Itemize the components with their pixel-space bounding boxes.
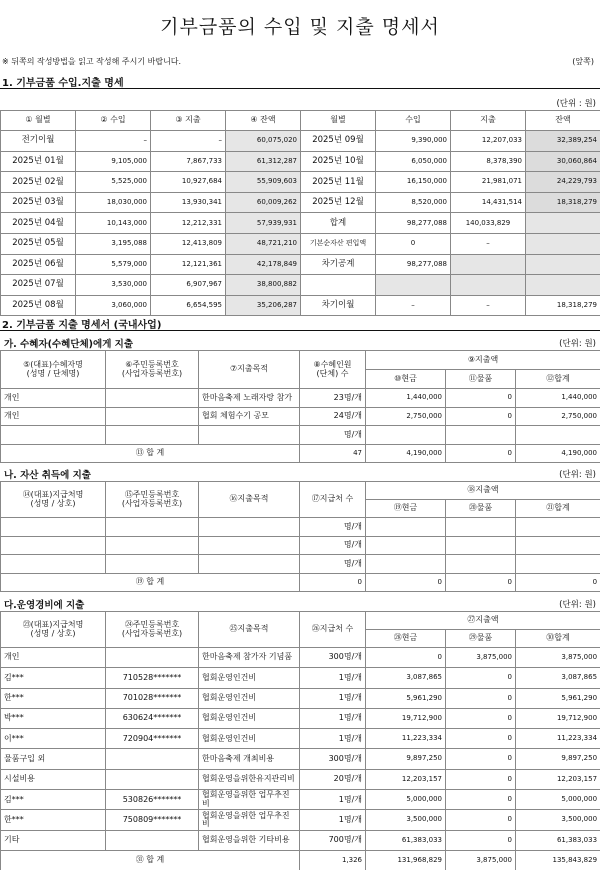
table-cell: 3,087,865 <box>366 668 446 688</box>
table-cell: 2025년 03월 <box>1 192 76 213</box>
table-cell: 협회운영인건비 <box>199 688 300 708</box>
col-header: ㉔주민등록번호 (사업자등록번호) <box>106 612 199 648</box>
table-cell: 19,712,900 <box>366 708 446 728</box>
table-cell <box>366 555 446 574</box>
table-cell: 9,105,000 <box>76 151 151 172</box>
col-header: ① 월별 <box>1 111 76 131</box>
table-cell: 협회운영을위한 업무추진비 <box>199 790 300 810</box>
table-cell: 0 <box>446 810 516 830</box>
table-cell: 차기공계 <box>301 254 376 275</box>
table-cell: 3,875,000 <box>446 648 516 668</box>
table-row <box>1 389 600 408</box>
col-header: ⑮주민등록번호 (사업자등록번호) <box>106 482 199 518</box>
table-row <box>1 769 600 789</box>
table-cell <box>199 518 300 537</box>
table-cell: 11,223,334 <box>516 729 600 749</box>
table-cell <box>301 275 376 296</box>
table-cell <box>1 555 106 574</box>
table-cell: 530826******* <box>106 790 199 810</box>
table-cell: 6,907,967 <box>151 275 226 296</box>
col-header: ⑯지출목적 <box>199 482 300 518</box>
table-cell: 2025년 01월 <box>1 151 76 172</box>
total-value: 3,875,000 <box>446 850 516 870</box>
table-cell: 61,312,287 <box>226 151 301 172</box>
table-cell: 2025년 10월 <box>301 151 376 172</box>
col-header: ⑳물품 <box>446 500 516 518</box>
table-cell <box>451 254 526 275</box>
table-row <box>1 648 600 668</box>
table-row <box>1 213 600 234</box>
col-header: ㉚합계 <box>516 630 600 648</box>
table-cell: 14,431,514 <box>451 192 526 213</box>
table-cell: 55,909,603 <box>226 172 301 193</box>
table-cell: 2025년 07월 <box>1 275 76 296</box>
col-header: 월별 <box>301 111 376 131</box>
table-cell <box>1 426 106 445</box>
table-cell <box>106 407 199 426</box>
table-cell <box>106 749 199 769</box>
table-cell: 협회운영을위한 업무추진비 <box>199 810 300 830</box>
section2-title: 2. 기부금품 지출 명세서 (국내사업) <box>2 320 162 331</box>
table-cell: 1명/개 <box>300 668 366 688</box>
table-cell: 협회운영인건비 <box>199 708 300 728</box>
table-cell <box>106 426 199 445</box>
table-cell: 개인 <box>1 407 106 426</box>
table-cell: 물품구입 외 <box>1 749 106 769</box>
table-cell: 1,440,000 <box>366 389 446 408</box>
table-cell: 12,121,361 <box>151 254 226 275</box>
table-cell: 2025년 08월 <box>1 295 76 316</box>
table-cell: 16,150,000 <box>376 172 451 193</box>
col-header: ⑧수혜인원 (단체) 수 <box>300 351 366 389</box>
table-cell: 한마음축제 개최비용 <box>199 749 300 769</box>
table-cell <box>366 426 446 445</box>
table-cell <box>526 213 600 234</box>
col-header: ④ 잔액 <box>226 111 301 131</box>
table-cell: 3,060,000 <box>76 295 151 316</box>
table-cell <box>1 536 106 555</box>
table-cell: – <box>376 295 451 316</box>
table-cell: 3,087,865 <box>516 668 600 688</box>
total-value: 131,968,829 <box>366 850 446 870</box>
table-cell: 5,579,000 <box>76 254 151 275</box>
table-cell: 21,981,071 <box>451 172 526 193</box>
table-cell: 61,383,033 <box>516 830 600 850</box>
table-cell: 0 <box>446 389 516 408</box>
table-cell: 3,500,000 <box>516 810 600 830</box>
table-header-row <box>1 612 600 630</box>
table-header-row <box>1 111 600 131</box>
total-value: 4,190,000 <box>366 444 446 463</box>
table-cell <box>106 769 199 789</box>
table-cell: 1명/개 <box>300 729 366 749</box>
table-cell: 김*** <box>1 790 106 810</box>
table-cell: – <box>451 295 526 316</box>
table-row <box>1 131 600 152</box>
table-cell: 0 <box>366 648 446 668</box>
table-cell <box>446 426 516 445</box>
table-row <box>1 275 600 296</box>
table-cell <box>446 536 516 555</box>
total-value: 0 <box>446 573 516 592</box>
table-cell: 0 <box>446 769 516 789</box>
table-cell: 1명/개 <box>300 688 366 708</box>
table-cell: 기본순자산 편입액 <box>301 233 376 254</box>
table-cell: 18,318,279 <box>526 192 600 213</box>
table-cell: 개인 <box>1 389 106 408</box>
table-cell: 0 <box>446 729 516 749</box>
table-cell: 12,203,157 <box>366 769 446 789</box>
table-cell: 10,927,684 <box>151 172 226 193</box>
table-cell <box>516 518 600 537</box>
subsection-a-title: 가. 수혜자(수혜단체)에게 지출 <box>4 339 134 350</box>
table-row <box>1 708 600 728</box>
table-cell: 12,212,331 <box>151 213 226 234</box>
divider <box>0 88 600 89</box>
table-cell <box>526 233 600 254</box>
table-cell: 2025년 06월 <box>1 254 76 275</box>
table-cell <box>106 648 199 668</box>
beneficiary-expense-table <box>0 350 600 463</box>
col-header: ⑱지출액 <box>366 482 600 500</box>
table-cell: 0 <box>446 790 516 810</box>
table-row <box>1 810 600 830</box>
total-row <box>1 850 600 870</box>
divider <box>0 330 600 331</box>
table-cell: 2,750,000 <box>366 407 446 426</box>
table-cell: 23명/개 <box>300 389 366 408</box>
table-cell: 9,897,250 <box>516 749 600 769</box>
total-label: ⑲ 합 계 <box>1 573 300 592</box>
table-row <box>1 749 600 769</box>
table-cell: 61,383,033 <box>366 830 446 850</box>
table-cell: – <box>76 131 151 152</box>
table-row <box>1 192 600 213</box>
table-row <box>1 790 600 810</box>
table-cell: 3,875,000 <box>516 648 600 668</box>
table-cell: 5,525,000 <box>76 172 151 193</box>
table-cell: 0 <box>376 233 451 254</box>
table-cell: 협회운영인건비 <box>199 729 300 749</box>
table-cell: 98,277,088 <box>376 213 451 234</box>
table-cell <box>526 254 600 275</box>
subsection-b-unit: (단위: 원) <box>559 470 596 480</box>
income-expense-table <box>0 110 600 316</box>
table-cell: 협회 체험수기 공모 <box>199 407 300 426</box>
table-cell <box>106 536 199 555</box>
col-header: ⑥주민등록번호 (사업자등록번호) <box>106 351 199 389</box>
table-row <box>1 407 600 426</box>
subsection-b-title: 나. 자산 취득에 지출 <box>4 470 91 481</box>
table-cell: 3,195,088 <box>76 233 151 254</box>
table-cell: 42,178,849 <box>226 254 301 275</box>
table-cell: 18,318,279 <box>526 295 600 316</box>
total-value: 0 <box>300 573 366 592</box>
col-header: ⑤(대표)수혜자명 (성명 / 단체명) <box>1 351 106 389</box>
total-row <box>1 573 600 592</box>
table-cell: 5,000,000 <box>516 790 600 810</box>
table-cell: 57,939,931 <box>226 213 301 234</box>
table-cell: 협회운영을위한유지관리비 <box>199 769 300 789</box>
table-row <box>1 830 600 850</box>
total-value: 4,190,000 <box>516 444 600 463</box>
table-cell: 명/개 <box>300 426 366 445</box>
operating-expense-table <box>0 611 600 870</box>
table-cell: 10,143,000 <box>76 213 151 234</box>
subsection-a-unit: (단위: 원) <box>559 339 596 349</box>
table-row <box>1 295 600 316</box>
table-cell: 0 <box>446 830 516 850</box>
section1-unit: (단위 : 원) <box>556 99 596 109</box>
table-cell: 3,500,000 <box>366 810 446 830</box>
table-cell: 720904******* <box>106 729 199 749</box>
table-cell <box>451 275 526 296</box>
table-cell: 32,389,254 <box>526 131 600 152</box>
table-cell: 7,867,733 <box>151 151 226 172</box>
table-cell: 2025년 09월 <box>301 131 376 152</box>
table-cell: 710528******* <box>106 668 199 688</box>
table-cell <box>516 555 600 574</box>
table-cell: 협회운영을위한 기타비용 <box>199 830 300 850</box>
table-cell: 24,229,793 <box>526 172 600 193</box>
table-cell <box>366 518 446 537</box>
table-row <box>1 688 600 708</box>
table-cell: 한마음축제 참가자 기념품 <box>199 648 300 668</box>
table-cell <box>446 518 516 537</box>
table-cell: – <box>451 233 526 254</box>
table-header-row <box>1 351 600 370</box>
table-cell: 630624******* <box>106 708 199 728</box>
table-cell: 시설비용 <box>1 769 106 789</box>
table-row <box>1 729 600 749</box>
col-header: ⑰지급처 수 <box>300 482 366 518</box>
table-cell <box>106 830 199 850</box>
table-cell: 협회운영인건비 <box>199 668 300 688</box>
table-row <box>1 233 600 254</box>
table-cell <box>106 518 199 537</box>
table-cell: 19,712,900 <box>516 708 600 728</box>
total-value: 0 <box>516 573 600 592</box>
asset-expense-table <box>0 481 600 592</box>
table-cell: 명/개 <box>300 536 366 555</box>
table-cell: 30,060,864 <box>526 151 600 172</box>
table-cell: 1,440,000 <box>516 389 600 408</box>
col-header: ② 수입 <box>76 111 151 131</box>
table-cell: 60,075,020 <box>226 131 301 152</box>
table-cell: 0 <box>446 407 516 426</box>
table-cell <box>366 536 446 555</box>
table-cell: 2025년 12월 <box>301 192 376 213</box>
table-cell: 한*** <box>1 810 106 830</box>
col-header: ㉖지급처 수 <box>300 612 366 648</box>
table-cell: 한마음축제 노래자랑 참가 <box>199 389 300 408</box>
total-value: 47 <box>300 444 366 463</box>
table-cell <box>526 275 600 296</box>
table-cell: 개인 <box>1 648 106 668</box>
table-cell: 8,520,000 <box>376 192 451 213</box>
table-cell: 6,654,595 <box>151 295 226 316</box>
table-cell <box>106 389 199 408</box>
col-header: ⑲현금 <box>366 500 446 518</box>
col-header: ㉓(대표)지급처명 (성명 / 상호) <box>1 612 106 648</box>
table-cell: 1명/개 <box>300 790 366 810</box>
table-cell <box>199 536 300 555</box>
table-cell: 5,000,000 <box>366 790 446 810</box>
col-header: ㉙물품 <box>446 630 516 648</box>
total-label: ⑬ 합 계 <box>1 444 300 463</box>
table-cell: 300명/개 <box>300 648 366 668</box>
table-cell: 38,800,882 <box>226 275 301 296</box>
total-value: 0 <box>366 573 446 592</box>
table-row <box>1 426 600 445</box>
table-cell: 140,033,829 <box>451 213 526 234</box>
col-header: ㉕지출목적 <box>199 612 300 648</box>
subsection-c-title: 다.운영경비에 지출 <box>4 600 85 611</box>
table-cell <box>1 518 106 537</box>
table-cell: 300명/개 <box>300 749 366 769</box>
col-header: ⑪물품 <box>446 370 516 389</box>
table-cell: 0 <box>446 708 516 728</box>
table-cell: 13,930,341 <box>151 192 226 213</box>
table-cell: 1명/개 <box>300 708 366 728</box>
col-header: ③ 지출 <box>151 111 226 131</box>
col-header: ㉑합계 <box>516 500 600 518</box>
table-cell: 명/개 <box>300 555 366 574</box>
table-cell: 0 <box>446 688 516 708</box>
table-cell: 700명/개 <box>300 830 366 850</box>
total-value: 1,326 <box>300 850 366 870</box>
total-row <box>1 444 600 463</box>
table-cell: 박*** <box>1 708 106 728</box>
col-header: ㉗지출액 <box>366 612 600 630</box>
section1-title: 1. 기부금품 수입.지출 명세 <box>2 78 124 89</box>
table-row <box>1 555 600 574</box>
table-cell <box>199 426 300 445</box>
table-cell: 24명/개 <box>300 407 366 426</box>
document-title: 기부금품의 수입 및 지출 명세서 <box>160 16 440 38</box>
table-cell: 0 <box>446 749 516 769</box>
table-row <box>1 518 600 537</box>
table-cell: 명/개 <box>300 518 366 537</box>
table-cell: 1명/개 <box>300 810 366 830</box>
table-cell <box>199 555 300 574</box>
table-cell: 12,413,809 <box>151 233 226 254</box>
table-cell <box>106 555 199 574</box>
table-cell: 6,050,000 <box>376 151 451 172</box>
table-cell: 2025년 04월 <box>1 213 76 234</box>
table-cell: 5,961,290 <box>516 688 600 708</box>
table-cell: 2025년 05월 <box>1 233 76 254</box>
table-cell: 차기이월 <box>301 295 376 316</box>
table-cell: 18,030,000 <box>76 192 151 213</box>
table-cell: 3,530,000 <box>76 275 151 296</box>
instruction-note: ※ 뒤쪽의 작성방법을 읽고 작성해 주시기 바랍니다. <box>2 57 182 66</box>
total-value: 135,843,829 <box>516 850 600 870</box>
table-header-row <box>1 482 600 500</box>
subsection-c-unit: (단위: 원) <box>559 600 596 610</box>
table-cell: – <box>151 131 226 152</box>
page-side-mark: (앞쪽) <box>572 57 594 66</box>
table-cell: 98,277,088 <box>376 254 451 275</box>
table-cell: 2025년 02월 <box>1 172 76 193</box>
table-cell: 5,961,290 <box>366 688 446 708</box>
table-cell <box>446 555 516 574</box>
table-row <box>1 668 600 688</box>
col-header: 지출 <box>451 111 526 131</box>
table-cell <box>376 275 451 296</box>
table-row <box>1 151 600 172</box>
table-cell: 2,750,000 <box>516 407 600 426</box>
table-cell: 48,721,210 <box>226 233 301 254</box>
table-row <box>1 254 600 275</box>
table-cell: 750809******* <box>106 810 199 830</box>
table-row <box>1 536 600 555</box>
col-header: 잔액 <box>526 111 600 131</box>
col-header: ㉘현금 <box>366 630 446 648</box>
col-header: ⑦지출목적 <box>199 351 300 389</box>
table-cell: 701028******* <box>106 688 199 708</box>
table-cell: 김*** <box>1 668 106 688</box>
table-cell: 한*** <box>1 688 106 708</box>
total-label: ㉛ 합 계 <box>1 850 300 870</box>
table-cell: 20명/개 <box>300 769 366 789</box>
table-cell <box>516 426 600 445</box>
table-cell: 12,207,033 <box>451 131 526 152</box>
col-header: ⑩현금 <box>366 370 446 389</box>
table-cell: 8,378,390 <box>451 151 526 172</box>
table-row <box>1 172 600 193</box>
table-cell: 12,203,157 <box>516 769 600 789</box>
table-cell: 이*** <box>1 729 106 749</box>
col-header: ⑫합계 <box>516 370 600 389</box>
table-cell: 60,009,262 <box>226 192 301 213</box>
table-cell: 9,897,250 <box>366 749 446 769</box>
table-cell <box>516 536 600 555</box>
table-cell: 9,390,000 <box>376 131 451 152</box>
table-cell: 기타 <box>1 830 106 850</box>
col-header: ⑭(대표)지급처명 (성명 / 상호) <box>1 482 106 518</box>
total-value: 0 <box>446 444 516 463</box>
col-header: ⑨지출액 <box>366 351 600 370</box>
table-cell: 2025년 11월 <box>301 172 376 193</box>
table-cell: 35,206,287 <box>226 295 301 316</box>
col-header: 수입 <box>376 111 451 131</box>
table-cell: 0 <box>446 668 516 688</box>
table-cell: 합계 <box>301 213 376 234</box>
table-cell: 11,223,334 <box>366 729 446 749</box>
table-cell: 전기이월 <box>1 131 76 152</box>
